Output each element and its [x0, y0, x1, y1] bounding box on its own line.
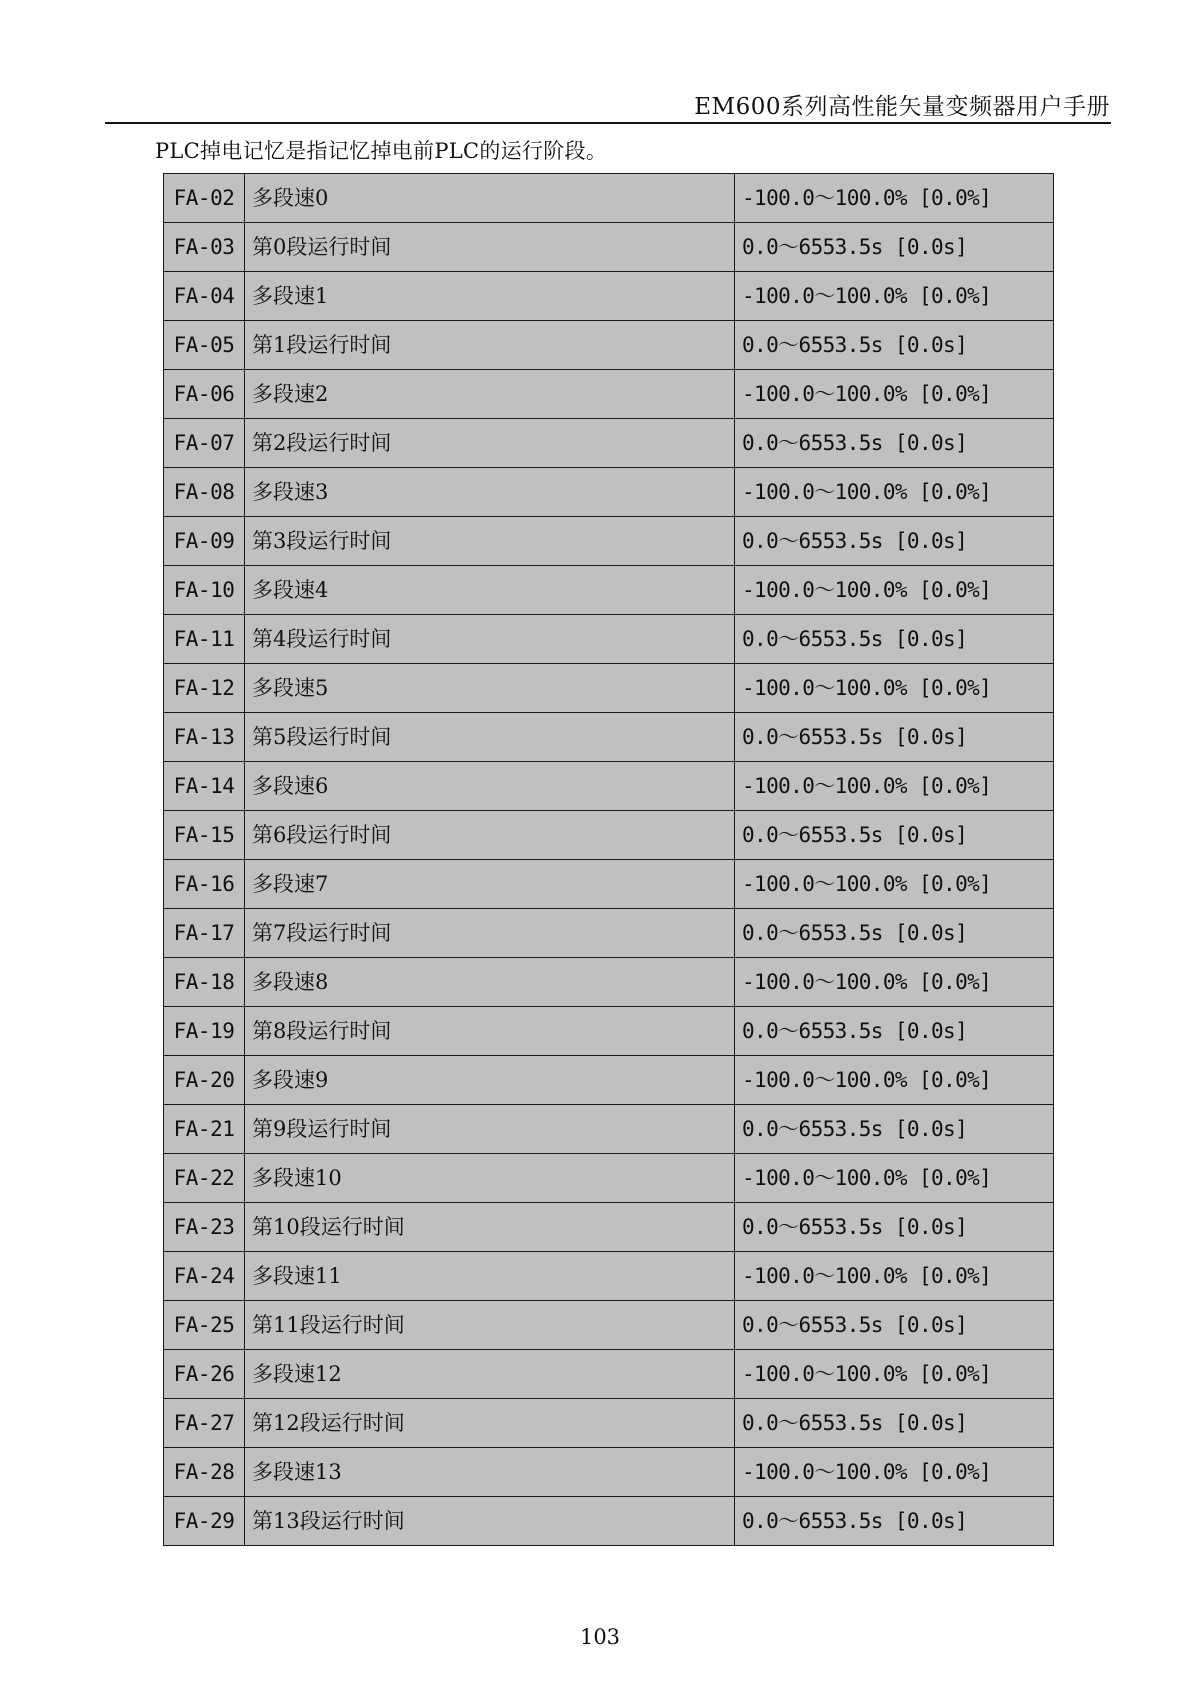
table-row [164, 517, 1054, 566]
param-range: -100.0～100.0% [0.0%] [735, 1056, 1054, 1105]
param-name: 多段速7 [245, 860, 735, 909]
table-row [164, 223, 1054, 272]
table-row [164, 762, 1054, 811]
param-range: -100.0～100.0% [0.0%] [735, 1350, 1054, 1399]
table-row [164, 1252, 1054, 1301]
param-code: FA-04 [164, 272, 245, 321]
param-range: -100.0～100.0% [0.0%] [735, 762, 1054, 811]
param-code: FA-19 [164, 1007, 245, 1056]
table-row [164, 909, 1054, 958]
param-range: 0.0～6553.5s [0.0s] [735, 1105, 1054, 1154]
param-code: FA-16 [164, 860, 245, 909]
table-row [164, 664, 1054, 713]
param-range: 0.0～6553.5s [0.0s] [735, 615, 1054, 664]
param-name: 多段速6 [245, 762, 735, 811]
param-code: FA-03 [164, 223, 245, 272]
page-number: 103 [579, 1625, 621, 1649]
param-name: 多段速8 [245, 958, 735, 1007]
param-name: 多段速10 [245, 1154, 735, 1203]
param-name: 多段速11 [245, 1252, 735, 1301]
param-range: 0.0～6553.5s [0.0s] [735, 713, 1054, 762]
table-row [164, 1154, 1054, 1203]
param-range: 0.0～6553.5s [0.0s] [735, 1301, 1054, 1350]
param-code: FA-23 [164, 1203, 245, 1252]
param-name: 第6段运行时间 [245, 811, 735, 860]
param-code: FA-27 [164, 1399, 245, 1448]
param-code: FA-17 [164, 909, 245, 958]
param-code: FA-28 [164, 1448, 245, 1497]
param-name: 第4段运行时间 [245, 615, 735, 664]
param-range: -100.0～100.0% [0.0%] [735, 1252, 1054, 1301]
param-range: -100.0～100.0% [0.0%] [735, 1448, 1054, 1497]
param-range: -100.0～100.0% [0.0%] [735, 370, 1054, 419]
table-row [164, 468, 1054, 517]
table-row [164, 1203, 1054, 1252]
param-name: 第1段运行时间 [245, 321, 735, 370]
table-row [164, 321, 1054, 370]
table-row [164, 174, 1054, 223]
param-code: FA-06 [164, 370, 245, 419]
param-range: -100.0～100.0% [0.0%] [735, 1154, 1054, 1203]
param-range: 0.0～6553.5s [0.0s] [735, 1399, 1054, 1448]
param-name: 多段速4 [245, 566, 735, 615]
table-row [164, 419, 1054, 468]
param-code: FA-13 [164, 713, 245, 762]
param-name: 多段速2 [245, 370, 735, 419]
param-name: 第2段运行时间 [245, 419, 735, 468]
table-row [164, 1301, 1054, 1350]
param-name: 第7段运行时间 [245, 909, 735, 958]
table-row [164, 713, 1054, 762]
param-range: 0.0～6553.5s [0.0s] [735, 517, 1054, 566]
param-name: 第12段运行时间 [245, 1399, 735, 1448]
param-range: 0.0～6553.5s [0.0s] [735, 419, 1054, 468]
param-code: FA-21 [164, 1105, 245, 1154]
table-row [164, 272, 1054, 321]
param-name: 第5段运行时间 [245, 713, 735, 762]
param-code: FA-14 [164, 762, 245, 811]
param-name: 第0段运行时间 [245, 223, 735, 272]
param-code: FA-26 [164, 1350, 245, 1399]
param-range: -100.0～100.0% [0.0%] [735, 566, 1054, 615]
table-row [164, 1399, 1054, 1448]
param-range: -100.0～100.0% [0.0%] [735, 664, 1054, 713]
param-code: FA-07 [164, 419, 245, 468]
table-row [164, 1350, 1054, 1399]
param-range: -100.0～100.0% [0.0%] [735, 272, 1054, 321]
param-name: 第8段运行时间 [245, 1007, 735, 1056]
param-code: FA-20 [164, 1056, 245, 1105]
param-code: FA-12 [164, 664, 245, 713]
param-range: 0.0～6553.5s [0.0s] [735, 811, 1054, 860]
table-row [164, 1007, 1054, 1056]
param-name: 第3段运行时间 [245, 517, 735, 566]
manual-header-title: EM600系列高性能矢量变频器用户手册 [694, 94, 1110, 120]
param-code: FA-11 [164, 615, 245, 664]
param-range: -100.0～100.0% [0.0%] [735, 958, 1054, 1007]
param-range: 0.0～6553.5s [0.0s] [735, 223, 1054, 272]
table-row [164, 1497, 1054, 1546]
param-name: 多段速5 [245, 664, 735, 713]
param-range: 0.0～6553.5s [0.0s] [735, 1007, 1054, 1056]
param-code: FA-29 [164, 1497, 245, 1546]
param-name: 多段速0 [245, 174, 735, 223]
table-row [164, 958, 1054, 1007]
parameter-table-body [164, 174, 1054, 1546]
param-name: 多段速1 [245, 272, 735, 321]
param-code: FA-02 [164, 174, 245, 223]
table-row [164, 566, 1054, 615]
table-row [164, 860, 1054, 909]
param-code: FA-22 [164, 1154, 245, 1203]
param-name: 第11段运行时间 [245, 1301, 735, 1350]
param-code: FA-25 [164, 1301, 245, 1350]
param-range: 0.0～6553.5s [0.0s] [735, 321, 1054, 370]
param-range: -100.0～100.0% [0.0%] [735, 468, 1054, 517]
param-range: -100.0～100.0% [0.0%] [735, 174, 1054, 223]
param-code: FA-08 [164, 468, 245, 517]
table-row [164, 370, 1054, 419]
param-name: 多段速13 [245, 1448, 735, 1497]
param-range: 0.0～6553.5s [0.0s] [735, 1497, 1054, 1546]
param-code: FA-18 [164, 958, 245, 1007]
param-code: FA-24 [164, 1252, 245, 1301]
param-name: 多段速3 [245, 468, 735, 517]
param-range: 0.0～6553.5s [0.0s] [735, 1203, 1054, 1252]
param-name: 第10段运行时间 [245, 1203, 735, 1252]
table-row [164, 811, 1054, 860]
table-row [164, 615, 1054, 664]
table-row [164, 1105, 1054, 1154]
param-range: -100.0～100.0% [0.0%] [735, 860, 1054, 909]
table-row [164, 1448, 1054, 1497]
parameter-table [163, 173, 1054, 1546]
param-code: FA-09 [164, 517, 245, 566]
header-divider [105, 122, 1111, 124]
param-code: FA-10 [164, 566, 245, 615]
param-name: 第13段运行时间 [245, 1497, 735, 1546]
intro-paragraph: PLC掉电记忆是指记忆掉电前PLC的运行阶段。 [155, 139, 608, 163]
param-code: FA-05 [164, 321, 245, 370]
param-name: 多段速9 [245, 1056, 735, 1105]
param-name: 多段速12 [245, 1350, 735, 1399]
param-code: FA-15 [164, 811, 245, 860]
param-name: 第9段运行时间 [245, 1105, 735, 1154]
param-range: 0.0～6553.5s [0.0s] [735, 909, 1054, 958]
table-row [164, 1056, 1054, 1105]
